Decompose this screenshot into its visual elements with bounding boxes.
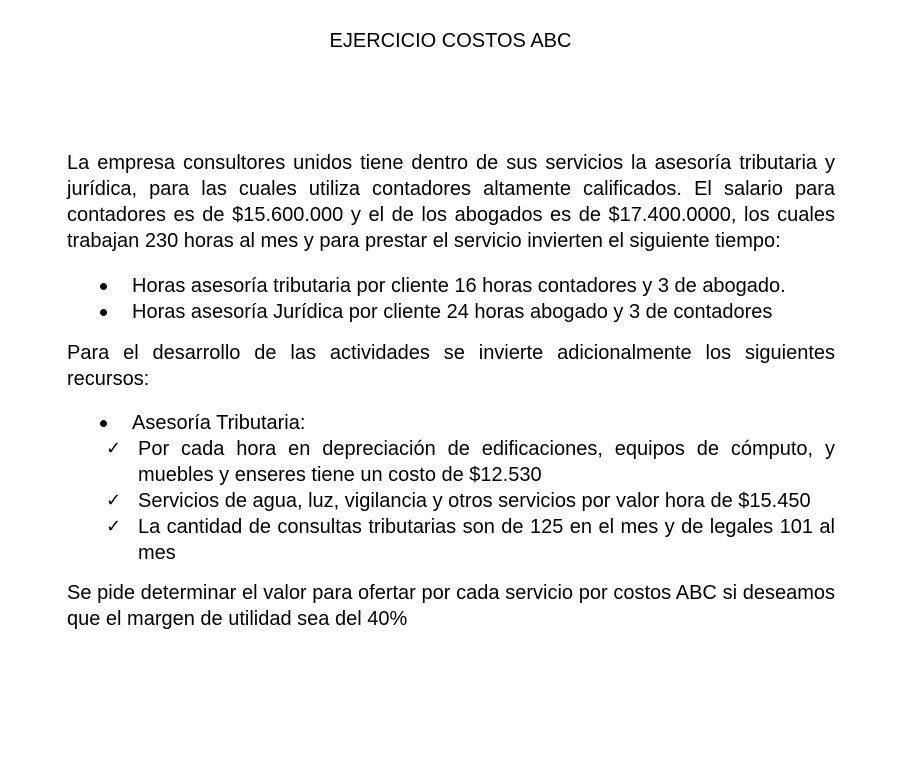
list-item — [67, 273, 835, 299]
check-item-text: Servicios de agua, luz, vigilancia y otros servicios por valor hora de $15.450 — [138, 490, 811, 512]
check-item-text: La cantidad de consultas tributarias son de 125 en el mes y de legales 101 al mes — [138, 516, 835, 564]
intro-paragraph: La empresa consultores unidos tiene dentro de sus servicios la asesoría tributaria y jurídica, para las cuales utiliza contadores altamente calificados. El salario para contadores es de $15.600.000 y el de los abogados es de $17.400.0000, los cuales trabajan 230 horas al mes y para prestar el servicio invierten el siguiente tiempo: — [67, 152, 835, 252]
list-item — [67, 410, 835, 566]
resources-heading: Asesoría Tributaria: — [132, 412, 306, 434]
check-item-text: Por cada hora en depreciación de edificaciones, equipos de cómputo, y muebles y enseres tiene un costo de $12.530 — [138, 438, 835, 486]
check-item — [106, 436, 835, 488]
bullet-dot-icon — [100, 309, 107, 316]
document-title: EJERCICIO COSTOS ABC — [329, 30, 572, 52]
resources-sublist-wrapper — [67, 436, 835, 566]
resources-list — [67, 410, 835, 566]
document-body — [67, 150, 835, 632]
checkmark-icon: ✓ — [106, 438, 122, 459]
list-item-text: Horas asesoría tributaria por cliente 16 horas contadores y 3 de abogado. — [132, 275, 786, 297]
checkmark-icon: ✓ — [106, 516, 122, 537]
resources-sublist — [67, 436, 835, 566]
bullet-dot-icon — [100, 420, 107, 427]
bullet-dot-icon — [100, 283, 107, 290]
conclusion-paragraph: Se pide determinar el valor para ofertar por cada servicio por costos ABC si deseamos que el margen de utilidad sea del 40% — [67, 582, 835, 630]
checkmark-icon: ✓ — [106, 490, 122, 511]
list-item — [67, 299, 835, 325]
check-item — [106, 488, 835, 514]
list-item-text: Horas asesoría Jurídica por cliente 24 horas abogado y 3 de contadores — [132, 301, 773, 323]
resources-paragraph: Para el desarrollo de las actividades se invierte adicionalmente los siguientes recursos: — [67, 342, 835, 390]
hours-list — [67, 273, 835, 325]
check-item — [106, 514, 835, 566]
